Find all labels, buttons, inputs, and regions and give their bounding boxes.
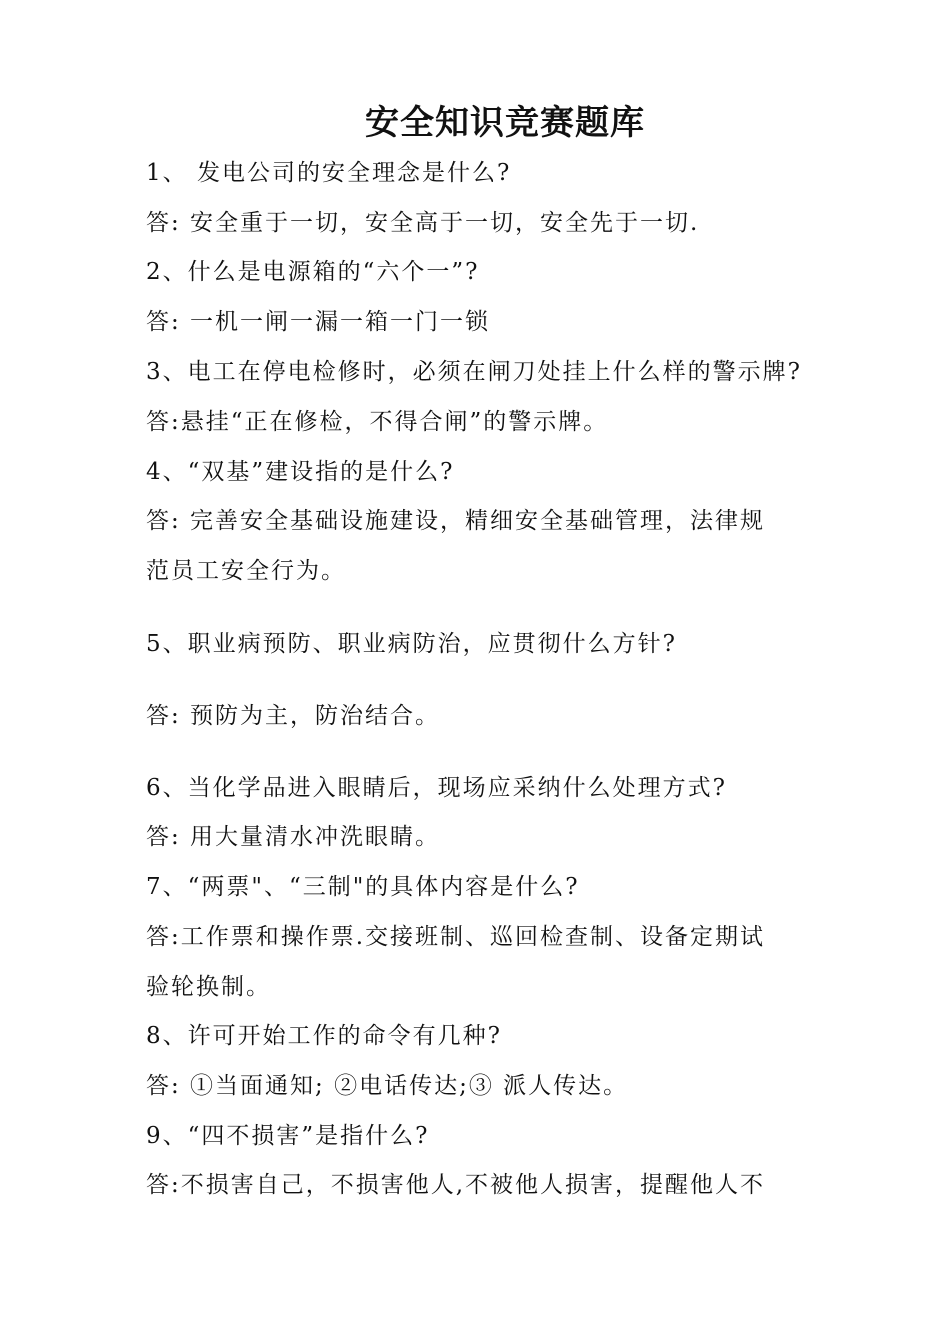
question-8: 8、许可开始工作的命令有几种?: [146, 1023, 502, 1049]
question-6: 6、当化学品进入眼睛后，现场应采纳什么处理方式?: [146, 775, 727, 801]
answer-7-continued: 验轮换制。: [146, 974, 271, 1000]
question-4: 4、“双基”建设指的是什么?: [146, 459, 455, 485]
question-3: 3、电工在停电检修时，必须在闸刀处挂上什么样的警示牌?: [146, 359, 802, 385]
answer-9: 答:不损害自己，不损害他人,不被他人损害，提醒他人不: [146, 1172, 766, 1198]
document-title: 安全知识竞赛题库: [365, 103, 645, 143]
answer-7: 答:工作票和操作票.交接班制、巡回检查制、设备定期试: [146, 924, 766, 950]
answer-8: 答: ①当面通知; ②电话传达;③ 派人传达。: [146, 1073, 629, 1099]
question-7: 7、“两票"、“三制"的具体内容是什么?: [146, 874, 580, 900]
answer-3: 答:悬挂“正在修检，不得合闸”的警示牌。: [146, 409, 609, 435]
question-2: 2、什么是电源箱的“六个一”?: [146, 259, 480, 285]
answer-4-continued: 范员工安全行为。: [146, 558, 346, 584]
question-5: 5、职业病预防、职业病防治，应贯彻什么方针?: [146, 631, 677, 657]
answer-5: 答: 预防为主，防治结合。: [146, 703, 441, 729]
answer-6: 答: 用大量清水冲洗眼睛。: [146, 824, 441, 850]
answer-4: 答: 完善安全基础设施建设，精细安全基础管理，法律规: [146, 508, 766, 534]
question-1: 1、 发电公司的安全理念是什么?: [146, 160, 512, 186]
answer-2: 答: 一机一闸一漏一箱一门一锁: [146, 309, 491, 335]
question-9: 9、“四不损害”是指什么?: [146, 1123, 430, 1149]
answer-1: 答: 安全重于一切，安全高于一切，安全先于一切.: [146, 210, 700, 236]
